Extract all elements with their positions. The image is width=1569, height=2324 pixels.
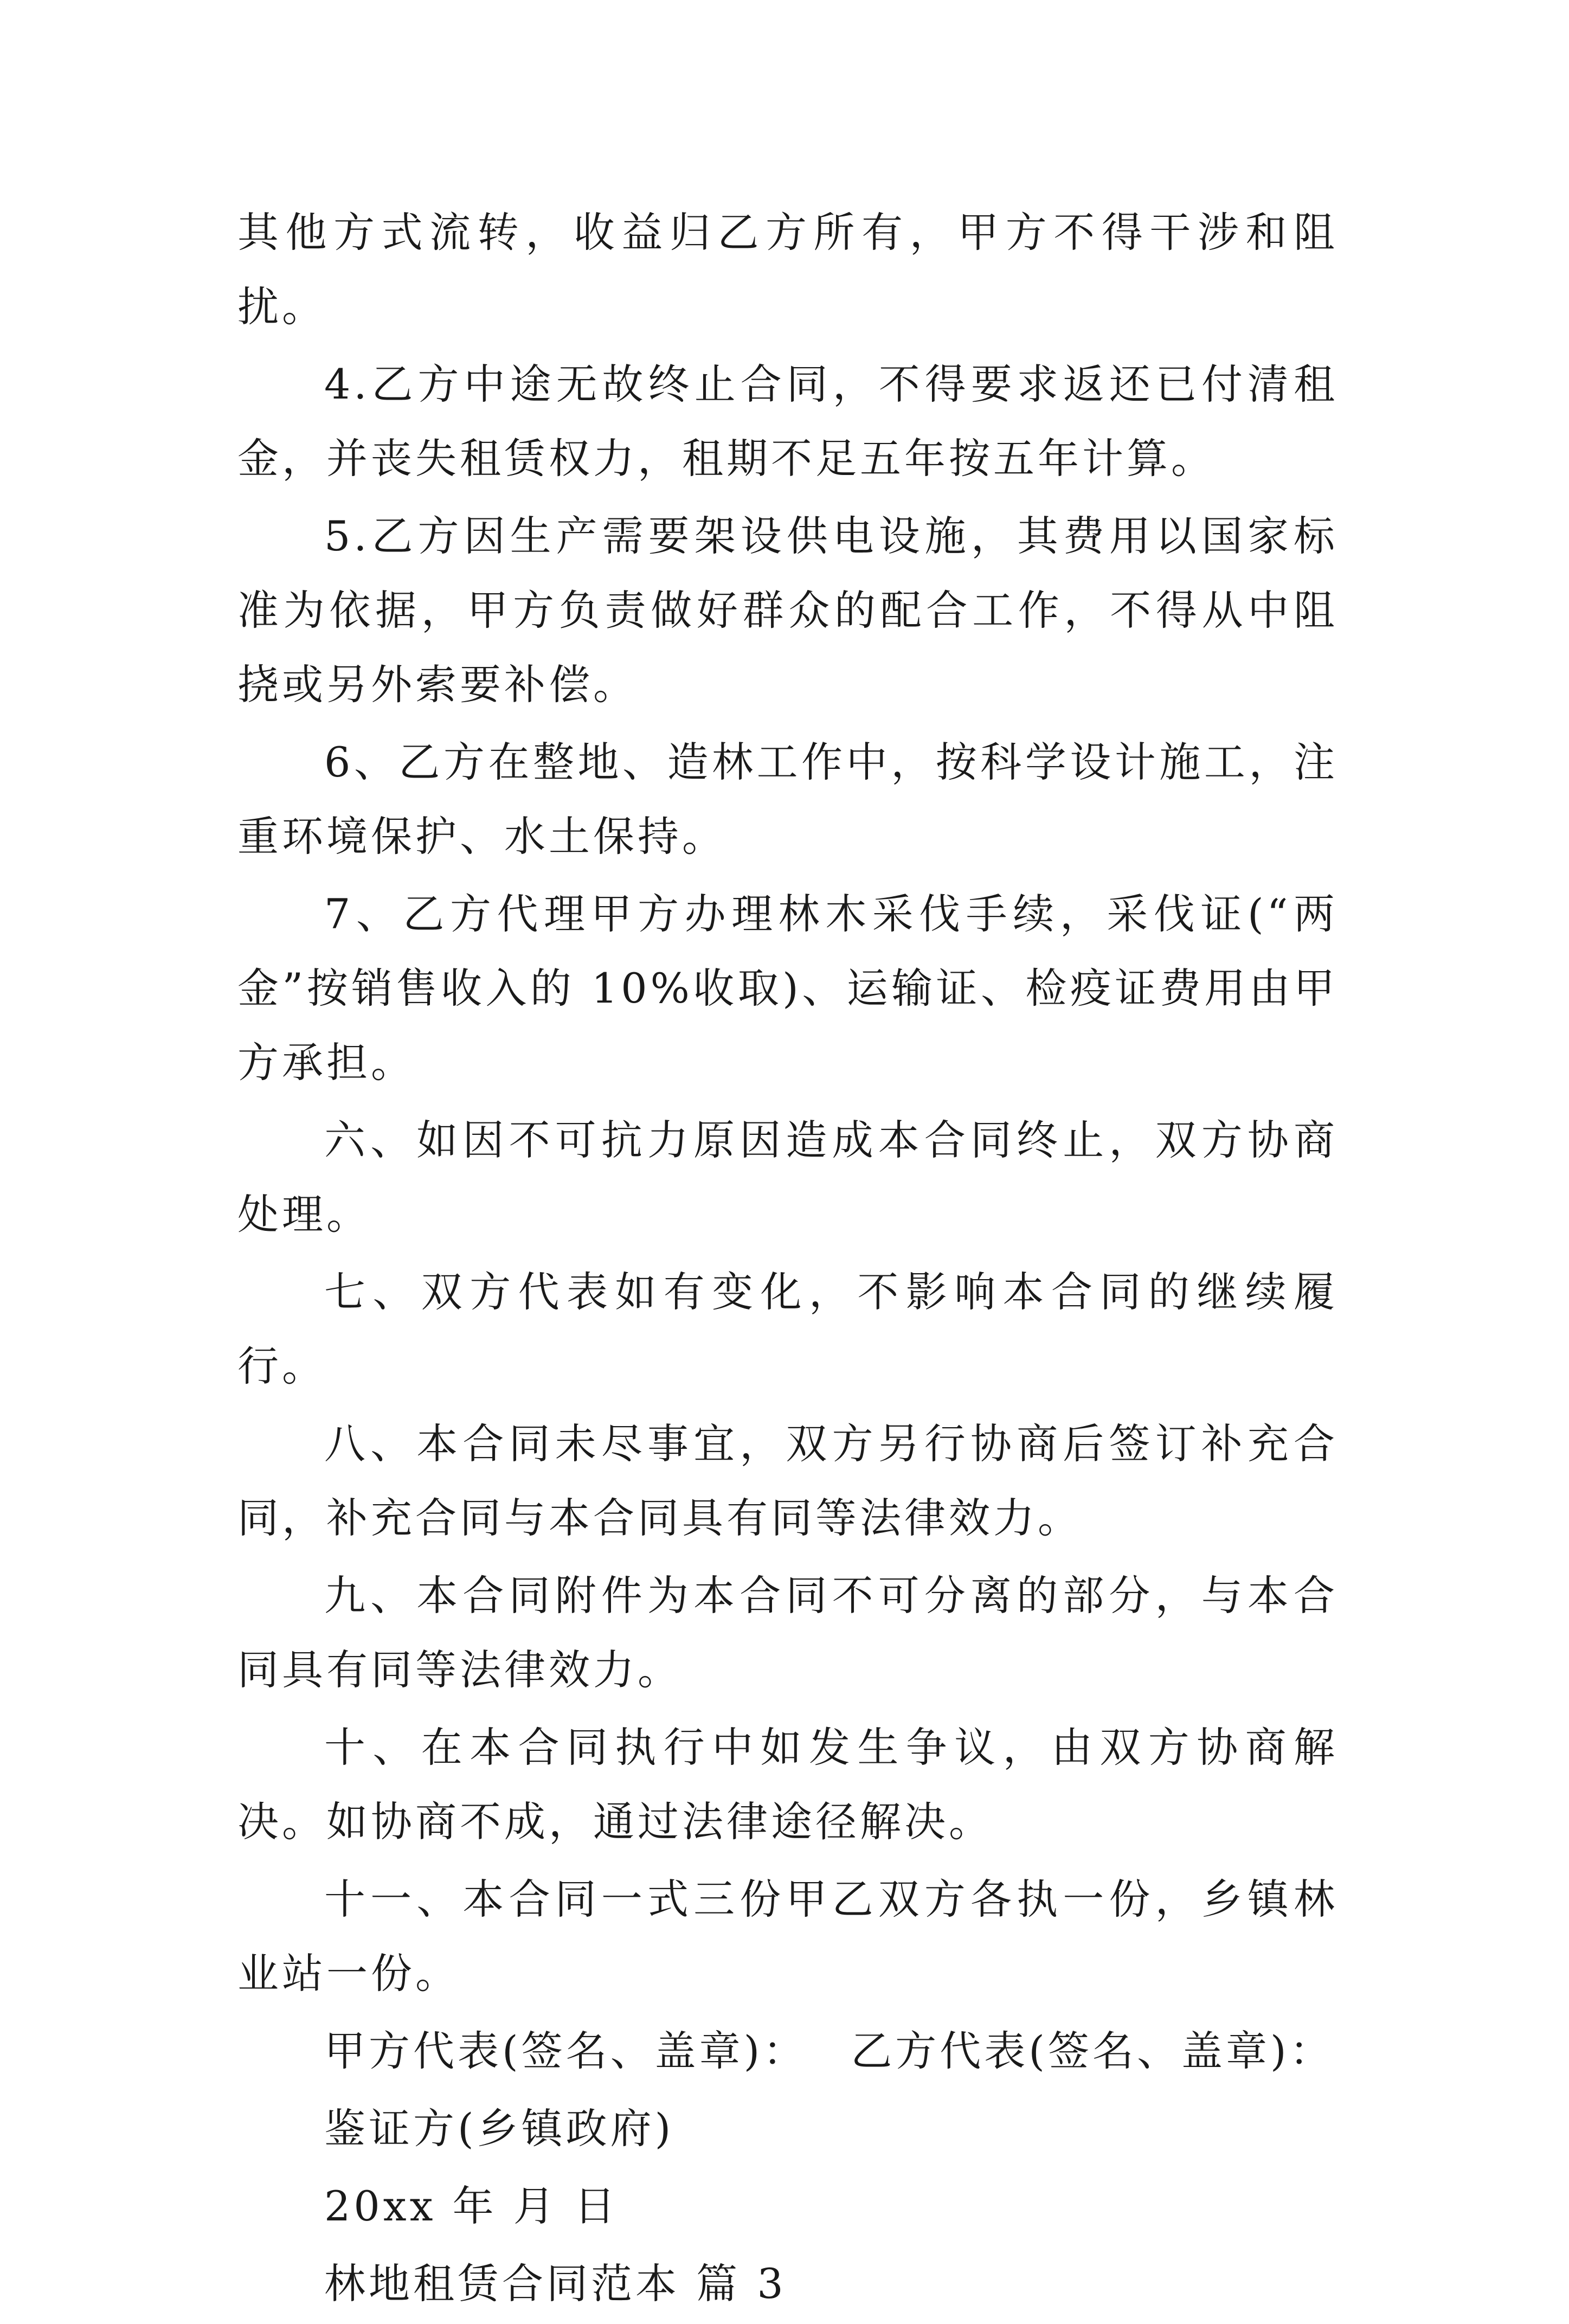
paragraph-article-8: 八、本合同未尽事宜，双方另行协商后签订补充合同，补充合同与本合同具有同等法律效力。 — [237, 1420, 1338, 1542]
paragraph-clause-5: 5.乙方因生产需要架设供电设施，其费用以国家标准为依据，甲方负责做好群众的配合工作，不得从中阻挠或另外索要补偿。 — [237, 512, 1338, 709]
paragraph-article-7: 七、双方代表如有变化，不影响本合同的继续履行。 — [237, 1268, 1338, 1390]
document-body — [237, 195, 1338, 2324]
witness-label: 鉴证方(乡镇政府) — [324, 2104, 674, 2153]
paragraph-article-10: 十、在本合同执行中如发生争议，由双方协商解决。如协商不成，通过法律途径解决。 — [237, 1723, 1338, 1846]
paragraph-clause-7: 7、乙方代理甲方办理林木采伐手续，采伐证(“两金”按销售收入的 10%收取)、运输证、检疫证费用由甲方承担。 — [237, 890, 1338, 1087]
signature-line — [237, 2014, 1338, 2088]
paragraph-article-11: 十一、本合同一式三份甲乙双方各执一份，乡镇林业站一份。 — [237, 1875, 1338, 1998]
paragraph-continuation: 其他方式流转，收益归乙方所有，甲方不得干涉和阻扰。 — [237, 208, 1338, 331]
paragraph-article-9: 九、本合同附件为本合同不可分离的部分，与本合同具有同等法律效力。 — [237, 1571, 1338, 1694]
paragraph-clause-6: 6、乙方在整地、造林工作中，按科学设计施工，注重环境保护、水土保持。 — [237, 738, 1338, 861]
paragraph-article-6: 六、如因不可抗力原因造成本合同终止，双方协商处理。 — [237, 1116, 1338, 1238]
next-section-heading: 林地租赁合同范本 篇 3 — [324, 2259, 787, 2308]
party-a-signature-label: 甲方代表(签名、盖章)： — [324, 2027, 808, 2075]
party-b-signature-label: 乙方代表(签名、盖章)： — [851, 2027, 1334, 2075]
paragraph-clause-4: 4.乙方中途无故终止合同，不得要求返还已付清租金，并丧失租赁权力，租期不足五年按五年计算。 — [237, 360, 1338, 483]
date-line: 20xx 年 月 日 — [324, 2182, 619, 2230]
